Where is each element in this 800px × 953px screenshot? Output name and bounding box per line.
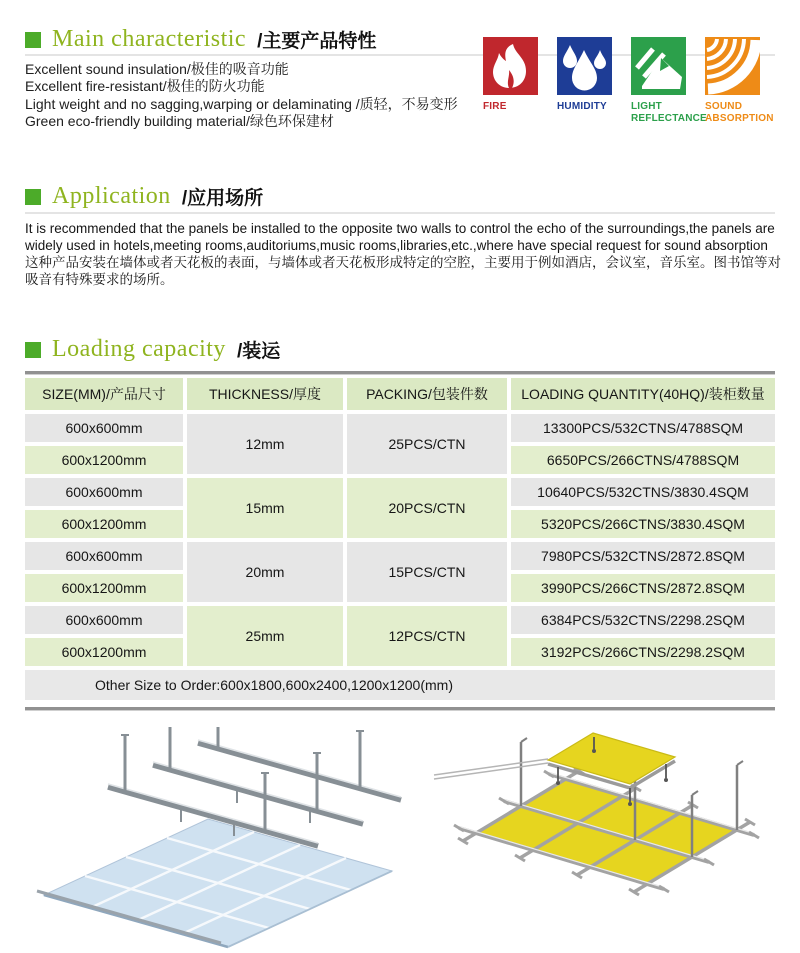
thickness-cell: 12mm	[187, 414, 343, 474]
suspended-ceiling-install-diagram	[13, 726, 403, 953]
section-title-zh: /主要产品特性	[257, 31, 377, 52]
t-grid-panel-diagram	[398, 726, 788, 953]
section-title-en: Loading capacity	[52, 336, 226, 362]
feature-line: Green eco-friendly building material/绿色环保建材	[25, 113, 334, 130]
feature-line: Excellent sound insulation/极佳的吸音功能	[25, 61, 289, 77]
packing-cell: 25PCS/CTN	[347, 414, 507, 474]
section-title-zh: /应用场所	[181, 188, 264, 209]
badge-label: SOUND ABSORPTION	[705, 101, 774, 124]
loading-cell: 13300PCS/532CTNS/4788SQM	[511, 414, 775, 442]
size-cell: 600x600mm	[25, 606, 183, 634]
size-cell: 600x1200mm	[25, 574, 183, 602]
property-badges	[483, 37, 774, 124]
col-header-thickness: THICKNESS/厚度	[187, 378, 343, 410]
section-header-application	[25, 183, 263, 210]
loading-cell: 6384PCS/532CTNS/2298.2SQM	[511, 606, 775, 634]
badge-light-reflectance	[631, 37, 707, 124]
other-size-note: Other Size to Order:600x1800,600x2400,1200x1200(mm)	[25, 670, 775, 700]
size-cell: 600x600mm	[25, 478, 183, 506]
loading-cell: 6650PCS/266CTNS/4788SQM	[511, 446, 775, 474]
col-header-size: SIZE(MM)/产品尺寸	[25, 378, 183, 410]
divider	[25, 212, 775, 214]
application-text-zh: 这种产品安装在墙体或者天花板的表面，与墙体或者天花板形成特定的空腔，主要用于例如酒店，会议室，音乐室。图书馆等对吸音有特殊要求的场所。	[25, 255, 781, 287]
application-text-en: It is recommended that the panels be installed to the opposite two walls to control the echo of the surroundings,the panels are widely used in hotels,meeting rooms,auditoriums,music rooms,libraries,etc.,where have special request for sound absorption	[25, 221, 775, 253]
application-paragraph	[25, 220, 782, 288]
badge-sound-absorption	[705, 37, 774, 124]
packing-cell: 15PCS/CTN	[347, 542, 507, 602]
water-drops-icon	[557, 37, 612, 95]
section-title-en: Application	[52, 183, 171, 209]
sound-waves-icon	[705, 37, 760, 95]
badge-label: HUMIDITY	[557, 101, 607, 112]
col-header-packing: PACKING/包装件数	[347, 378, 507, 410]
section-title-en: Main characteristic	[52, 26, 247, 52]
loading-cell: 10640PCS/532CTNS/3830.4SQM	[511, 478, 775, 506]
thickness-cell: 20mm	[187, 542, 343, 602]
badge-label: LIGHT REFLECTANCE	[631, 101, 707, 124]
light-reflectance-icon	[631, 37, 686, 95]
badge-fire	[483, 37, 538, 124]
fire-icon	[483, 37, 538, 95]
packing-cell: 12PCS/CTN	[347, 606, 507, 666]
section-header-main-characteristic	[25, 26, 376, 53]
size-cell: 600x1200mm	[25, 446, 183, 474]
col-header-loading: LOADING QUANTITY(40HQ)/装柜数量	[511, 378, 775, 410]
badge-humidity	[557, 37, 612, 124]
feature-list	[25, 61, 458, 131]
size-cell: 600x1200mm	[25, 510, 183, 538]
section-bullet-icon	[25, 189, 41, 205]
section-bullet-icon	[25, 32, 41, 48]
thickness-cell: 25mm	[187, 606, 343, 666]
loading-cell: 7980PCS/532CTNS/2872.8SQM	[511, 542, 775, 570]
badge-label: FIRE	[483, 101, 507, 112]
feature-line: Light weight and no sagging,warping or delaminating /质轻，不易变形	[25, 95, 458, 112]
table-bottom-rule	[25, 707, 775, 711]
size-cell: 600x600mm	[25, 542, 183, 570]
loading-cell: 5320PCS/266CTNS/3830.4SQM	[511, 510, 775, 538]
thickness-cell: 15mm	[187, 478, 343, 538]
loading-capacity-table	[25, 378, 775, 700]
section-title-zh: /装运	[236, 341, 281, 362]
table-top-rule	[25, 371, 775, 375]
size-cell: 600x600mm	[25, 414, 183, 442]
section-bullet-icon	[25, 342, 41, 358]
feature-line: Excellent fire-resistant/极佳的防火功能	[25, 78, 265, 95]
size-cell: 600x1200mm	[25, 638, 183, 666]
packing-cell: 20PCS/CTN	[347, 478, 507, 538]
loading-cell: 3192PCS/266CTNS/2298.2SQM	[511, 638, 775, 666]
section-header-loading-capacity	[25, 336, 280, 363]
loading-cell: 3990PCS/266CTNS/2872.8SQM	[511, 574, 775, 602]
